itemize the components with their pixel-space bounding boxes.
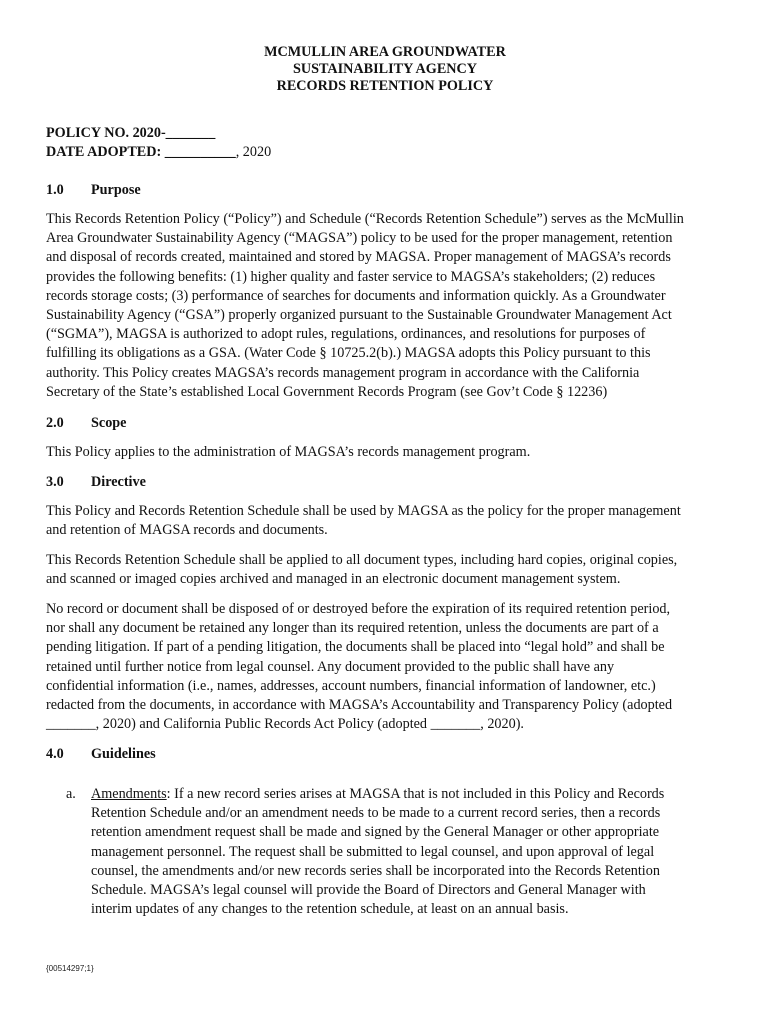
paragraph-line: pending litigation. If part of a pending litigation, the documents shall be placed into “legal hold” and shall be — [46, 639, 665, 656]
section-title: Guidelines — [91, 746, 156, 762]
title-line-1: MCMULLIN AREA GROUNDWATER — [264, 44, 506, 60]
paragraph-line: (“SGMA”), MAGSA is authorized to adopt rules, regulations, ordinances, and resolutions for purposes of — [46, 326, 646, 343]
section-heading-directive — [46, 473, 146, 491]
section-number: 2.0 — [46, 415, 64, 431]
section-heading-scope — [46, 414, 126, 432]
footer-doc-id: {00514297;1} — [46, 964, 94, 973]
policy-meta — [46, 124, 271, 162]
amendments-first-line: : If a new record series arises at MAGSA that is not included in this Policy and Records — [166, 786, 665, 802]
paragraph-line: and disposal of records created, maintained and stored by MAGSA. Proper management of MAGSA’s records — [46, 249, 671, 266]
paragraph-line: authority. This Policy creates MAGSA’s records management program in accordance with the California — [46, 364, 640, 381]
paragraph-line: management personnel. The request shall be submitted to legal counsel, and upon approval of legal — [91, 843, 655, 860]
amendments-heading: Amendments — [91, 786, 167, 802]
directive-paragraph-1 — [46, 502, 726, 540]
paragraph-line: Retention Schedule and/or an amendment needs to be made to a current record series, then a records — [91, 805, 661, 822]
section-number: 3.0 — [46, 474, 64, 490]
paragraph-line: This Policy applies to the administration of MAGSA’s records management program. — [46, 444, 531, 460]
document-title — [0, 44, 770, 95]
section-title: Directive — [91, 474, 146, 490]
section-heading-purpose — [46, 181, 141, 199]
paragraph-line: Area Groundwater Sustainability Agency (“MAGSA”) policy to be used for the proper management, retention — [46, 230, 673, 247]
directive-paragraph-2 — [46, 551, 726, 589]
paragraph-line: retained until further notice from legal counsel. Any document provided to the public shall have any — [46, 658, 615, 675]
policy-number: POLICY NO. 2020-_______ — [46, 125, 216, 141]
paragraph-line: counsel, the amendments and/or new records series shall be incorporated into the Records Retention — [91, 862, 660, 879]
title-line-3: RECORDS RETENTION POLICY — [276, 78, 494, 94]
date-adopted-label: DATE ADOPTED: __________ — [46, 144, 236, 160]
scope-paragraph — [46, 443, 726, 462]
title-line-2: SUSTAINABILITY AGENCY — [292, 61, 478, 77]
date-adopted-year: , 2020 — [235, 144, 272, 160]
paragraph-line: Secretary of the State’s established Local Government Records Program (see Gov’t Code § 12236) — [46, 383, 608, 400]
paragraph-line: redacted from the documents, in accordance with MAGSA’s Accountability and Transparency Policy (adopted — [46, 697, 673, 714]
list-item-body — [91, 785, 664, 919]
list-marker: a. — [66, 786, 76, 802]
date-adopted — [46, 143, 271, 162]
paragraph-line: retention amendment request shall be made and signed by the General Manager or other appropriate — [91, 824, 660, 841]
paragraph-line: nor shall any document be retained any longer than its required retention, unless the documents are part of a — [46, 620, 659, 637]
paragraph-line: This Records Retention Policy (“Policy”) and Schedule (“Records Retention Schedule”) serves as the McMullin — [46, 211, 684, 227]
paragraph-line: This Policy and Records Retention Schedule shall be used by MAGSA as the policy for the proper management — [46, 503, 681, 519]
paragraph-line: interim updates of any changes to the retention schedule, at least on an annual basis. — [91, 901, 569, 918]
paragraph-line: provides the following benefits: (1) higher quality and faster service to MAGSA’s stakeholders; (2) reduces — [46, 268, 656, 285]
paragraph-line — [91, 785, 664, 804]
paragraph-line: Schedule. MAGSA’s legal counsel will provide the Board of Directors and General Manager with — [91, 882, 646, 899]
directive-paragraph-3 — [46, 600, 726, 734]
section-heading-guidelines — [46, 745, 156, 763]
paragraph-line: confidential information (i.e., names, addresses, account numbers, financial information of landowner, etc.) — [46, 677, 656, 694]
paragraph-line: fulfilling its obligations as a GSA. (Water Code § 10725.2(b).) MAGSA adopts this Policy pursuant to this — [46, 345, 651, 362]
purpose-paragraph — [46, 210, 726, 402]
paragraph-line: and retention of MAGSA records and documents. — [46, 522, 328, 539]
section-number: 1.0 — [46, 182, 64, 198]
paragraph-line: records storage costs; (3) performance of searches for documents and information quickly. As a Groundwater — [46, 287, 666, 304]
section-number: 4.0 — [46, 746, 64, 762]
paragraph-line: No record or document shall be disposed of or destroyed before the expiration of its required retention period, — [46, 601, 671, 617]
paragraph-line: This Records Retention Schedule shall be applied to all document types, including hard copies, original copies, — [46, 552, 678, 568]
section-title: Purpose — [91, 182, 141, 198]
paragraph-line: _______, 2020) and California Public Records Act Policy (adopted _______, 2020). — [46, 716, 524, 733]
section-title: Scope — [91, 415, 127, 431]
paragraph-line: and scanned or imaged copies archived and managed in an electronic document management system. — [46, 571, 621, 588]
paragraph-line: Sustainability Agency (“GSA”) properly organized pursuant to the Sustainable Groundwater Management Act — [46, 307, 672, 324]
